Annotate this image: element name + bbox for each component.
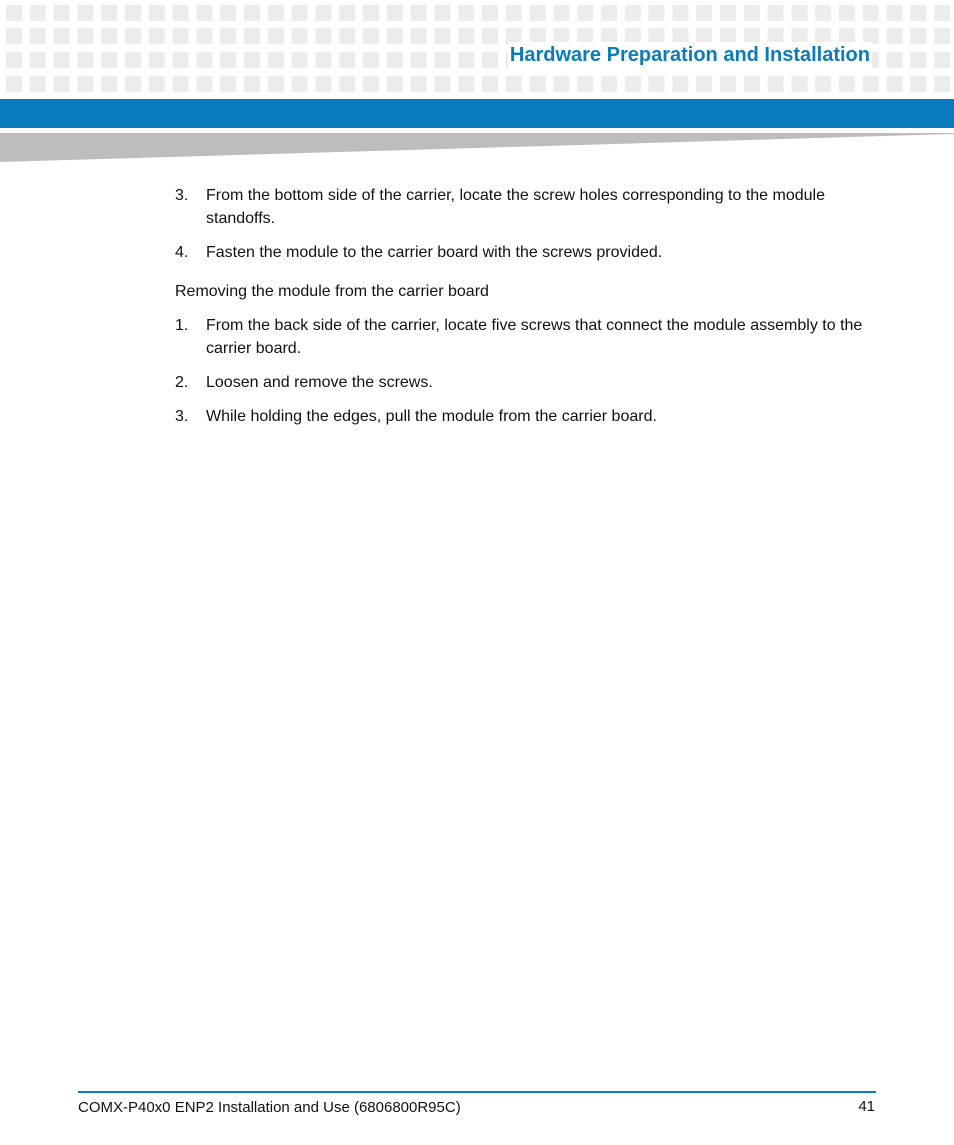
pattern-square <box>887 5 903 21</box>
list-item <box>175 241 875 264</box>
pattern-square <box>910 28 926 44</box>
pattern-square <box>173 28 189 44</box>
pattern-square <box>173 76 189 92</box>
step-text: While holding the edges, pull the module from the carrier board. <box>206 408 657 425</box>
pattern-square <box>54 52 70 68</box>
pattern-square <box>363 52 379 68</box>
pattern-square <box>363 76 379 92</box>
pattern-square <box>268 52 284 68</box>
pattern-square <box>244 5 260 21</box>
pattern-square <box>339 76 355 92</box>
pattern-square <box>530 76 546 92</box>
pattern-square <box>815 76 831 92</box>
step-number: 1. <box>175 317 189 334</box>
pattern-square <box>411 76 427 92</box>
step-number: 2. <box>175 374 189 391</box>
pattern-square <box>244 76 260 92</box>
pattern-square <box>839 5 855 21</box>
pattern-square <box>506 76 522 92</box>
pattern-square <box>934 28 950 44</box>
pattern-square <box>315 5 331 21</box>
pattern-square <box>553 76 569 92</box>
pattern-square <box>815 5 831 21</box>
pattern-square <box>696 5 712 21</box>
pattern-square <box>6 5 22 21</box>
pattern-square <box>292 52 308 68</box>
pattern-square <box>220 76 236 92</box>
pattern-square <box>77 5 93 21</box>
pattern-square <box>54 28 70 44</box>
pattern-square <box>863 76 879 92</box>
pattern-square <box>173 52 189 68</box>
pattern-square <box>934 5 950 21</box>
step-text: Loosen and remove the screws. <box>206 374 433 391</box>
pattern-square <box>791 76 807 92</box>
pattern-square <box>530 5 546 21</box>
pattern-square <box>934 76 950 92</box>
pattern-square <box>720 5 736 21</box>
pattern-square <box>220 52 236 68</box>
pattern-square <box>387 76 403 92</box>
pattern-square <box>125 52 141 68</box>
pattern-square <box>887 76 903 92</box>
pattern-square <box>387 5 403 21</box>
pattern-square <box>601 5 617 21</box>
pattern-square <box>101 28 117 44</box>
pattern-square <box>244 52 260 68</box>
pattern-square <box>458 52 474 68</box>
pattern-square <box>77 52 93 68</box>
main-content <box>175 184 875 439</box>
pattern-square <box>54 5 70 21</box>
pattern-square <box>6 76 22 92</box>
pattern-square <box>77 28 93 44</box>
pattern-square <box>268 28 284 44</box>
pattern-square <box>887 28 903 44</box>
pattern-square <box>268 5 284 21</box>
pattern-square <box>696 76 712 92</box>
pattern-square <box>196 76 212 92</box>
pattern-square <box>77 76 93 92</box>
step-number: 4. <box>175 244 189 261</box>
pattern-square <box>220 28 236 44</box>
pattern-square <box>101 52 117 68</box>
pattern-square <box>411 28 427 44</box>
pattern-square <box>315 76 331 92</box>
pattern-square <box>173 5 189 21</box>
page-number: 41 <box>858 1098 875 1115</box>
pattern-square <box>887 52 903 68</box>
pattern-square <box>458 5 474 21</box>
pattern-square <box>434 52 450 68</box>
pattern-square <box>482 52 498 68</box>
pattern-square <box>910 5 926 21</box>
pattern-square <box>196 52 212 68</box>
list-item <box>175 314 875 360</box>
pattern-square <box>149 28 165 44</box>
pattern-square <box>458 28 474 44</box>
pattern-square <box>125 28 141 44</box>
pattern-square <box>553 5 569 21</box>
pattern-square <box>434 5 450 21</box>
header-blue-band <box>0 99 954 128</box>
step-text: Fasten the module to the carrier board with the screws provided. <box>206 244 663 261</box>
pattern-square <box>292 5 308 21</box>
pattern-square <box>101 76 117 92</box>
pattern-square <box>244 28 260 44</box>
pattern-square <box>149 76 165 92</box>
list-item <box>175 405 875 428</box>
pattern-square <box>411 5 427 21</box>
pattern-square <box>482 5 498 21</box>
pattern-square <box>363 5 379 21</box>
pattern-square <box>768 76 784 92</box>
pattern-square <box>339 5 355 21</box>
pattern-square <box>744 5 760 21</box>
pattern-square <box>577 76 593 92</box>
pattern-square <box>577 5 593 21</box>
chapter-title: Hardware Preparation and Installation <box>509 44 870 66</box>
pattern-square <box>387 52 403 68</box>
pattern-square <box>220 5 236 21</box>
pattern-square <box>196 5 212 21</box>
pattern-square <box>149 52 165 68</box>
pattern-square <box>625 76 641 92</box>
pattern-square <box>506 5 522 21</box>
pattern-square <box>791 5 807 21</box>
pattern-square <box>672 5 688 21</box>
footer-rule <box>78 1091 876 1093</box>
pattern-square <box>625 5 641 21</box>
pattern-square <box>125 5 141 21</box>
pattern-square <box>649 76 665 92</box>
pattern-square <box>434 76 450 92</box>
pattern-square <box>315 28 331 44</box>
pattern-square <box>434 28 450 44</box>
pattern-square <box>125 76 141 92</box>
step-text: From the bottom side of the carrier, locate the screw holes corresponding to the module standoffs. <box>206 187 825 227</box>
pattern-square <box>339 28 355 44</box>
removing-heading: Removing the module from the carrier board <box>175 283 489 300</box>
step-text: From the back side of the carrier, locate five screws that connect the module assembly to the carrier board. <box>206 317 863 357</box>
pattern-square <box>744 76 760 92</box>
pattern-square <box>149 5 165 21</box>
pattern-square <box>292 76 308 92</box>
pattern-square <box>387 28 403 44</box>
pattern-square <box>839 76 855 92</box>
header-grey-wedge <box>0 130 954 164</box>
pattern-square <box>30 52 46 68</box>
pattern-square <box>720 76 736 92</box>
pattern-square <box>196 28 212 44</box>
pattern-square <box>910 52 926 68</box>
pattern-square <box>863 5 879 21</box>
list-item <box>175 184 875 230</box>
pattern-square <box>910 76 926 92</box>
pattern-square <box>649 5 665 21</box>
step-number: 3. <box>175 187 189 204</box>
pattern-square <box>601 76 617 92</box>
pattern-square <box>672 76 688 92</box>
step-number: 3. <box>175 408 189 425</box>
pattern-square <box>30 76 46 92</box>
pattern-square <box>768 5 784 21</box>
pattern-square <box>30 28 46 44</box>
pattern-square <box>101 5 117 21</box>
pattern-square <box>54 76 70 92</box>
pattern-square <box>30 5 46 21</box>
pattern-square <box>482 76 498 92</box>
list-item <box>175 371 875 394</box>
pattern-square <box>6 52 22 68</box>
pattern-square <box>315 52 331 68</box>
pattern-square <box>363 28 379 44</box>
pattern-square <box>482 28 498 44</box>
pattern-square <box>292 28 308 44</box>
pattern-square <box>6 28 22 44</box>
pattern-square <box>339 52 355 68</box>
pattern-square <box>411 52 427 68</box>
pattern-square <box>458 76 474 92</box>
pattern-square <box>268 76 284 92</box>
pattern-square <box>934 52 950 68</box>
footer-document-title: COMX-P40x0 ENP2 Installation and Use (6806800R95C) <box>78 1099 461 1116</box>
